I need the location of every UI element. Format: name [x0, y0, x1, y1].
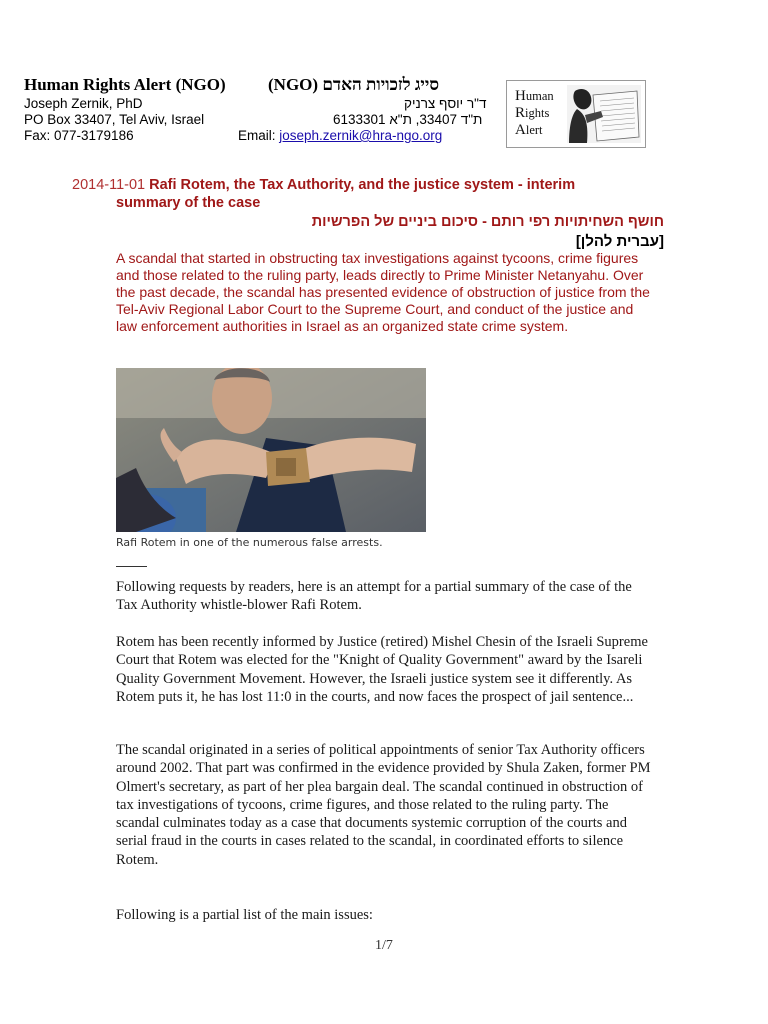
logo-word-human: Human [515, 88, 554, 104]
logo-word-alert: Alert [515, 122, 543, 138]
section-divider [116, 566, 147, 567]
body-paragraph-2: Rotem has been recently informed by Justice (retired) Mishel Chesin of the Israeli Supreme Court that Rotem was elected for the "Knight of Quality Government" award by the Isareli Quality Government Movement. However, the Israeli justice system see it differently. As Rotem puts it, he has lost 11:0 in the courts, and now faces the prospect of jail sentence... [116, 634, 648, 705]
article-intro: A scandal that started in obstructing tax investigations against tycoons, crime figures and those related to the ruling party, leads directly to Prime Minister Netanyahu. Over the past decade, the scandal has presented evidence of obstruction of justice from the Tel-Aviv Regional Labor Court to the Supreme Court, and conduct of the justice and law enforcement authorities in Israel as an organized state crime system. [116, 250, 650, 334]
article-heading [72, 176, 672, 212]
org-name-english: Human Rights Alert (NGO) [24, 75, 226, 94]
author-name: Joseph Zernik, PhD [24, 96, 143, 111]
body-paragraph-4: Following is a partial list of the main issues: [116, 907, 373, 923]
page-number: 1/7 [375, 938, 393, 953]
hra-logo [506, 80, 646, 148]
email-link[interactable]: joseph.zernik@hra-ngo.org [279, 128, 443, 143]
postal-address-hebrew: ת"ד 33407, ת"א 6133301 [333, 112, 483, 127]
hebrew-version-link[interactable]: [עברית להלן] [575, 233, 664, 250]
body-paragraph-3: The scandal originated in a series of political appointments of senior Tax Authority officers around 2002. That part was confirmed in the evidence provided by Shula Zaken, former PM Olmert's secretary, as part of her plea bargain deal. The scandal continued in obstruction of tax investigations of tycoons, crime figures, and those related to the ruling party. The scandal culminates today as a case that documents systemic corruption of the courts and serial fraud in the courts in cases related to the scandal, in coordinated efforts to silence Rotem. [116, 742, 651, 868]
author-name-hebrew: ד"ר יוסף צרניק [404, 96, 487, 111]
postal-address: PO Box 33407, Tel Aviv, Israel [24, 112, 205, 127]
email-line [238, 128, 442, 143]
fax-number: Fax: 077-3179186 [24, 128, 134, 143]
arrest-photo-image [116, 368, 426, 532]
article-title-hebrew: חושף השחיתויות רפי רותם - סיכום ביניים של הפרשיות [311, 214, 664, 230]
org-name-hebrew: סייג לזכויות האדם (NGO) [268, 75, 440, 94]
article-heading-line1 [72, 176, 672, 194]
email-label: Email: [238, 128, 280, 143]
article-title-continued: summary of the case [116, 195, 261, 211]
article-date: 2014-11-01 [72, 177, 146, 193]
article-photo [116, 368, 426, 532]
logo-text [515, 88, 565, 139]
photo-caption: Rafi Rotem in one of the numerous false arrests. [116, 536, 383, 549]
article-title: Rafi Rotem, the Tax Authority, and the justice system - interim [149, 177, 576, 193]
body-paragraph-1: Following requests by readers, here is an attempt for a partial summary of the case of the Tax Authority whistle-blower Rafi Rotem. [116, 579, 632, 614]
logo-figure-image [567, 85, 641, 143]
logo-word-rights: Rights [515, 105, 550, 121]
